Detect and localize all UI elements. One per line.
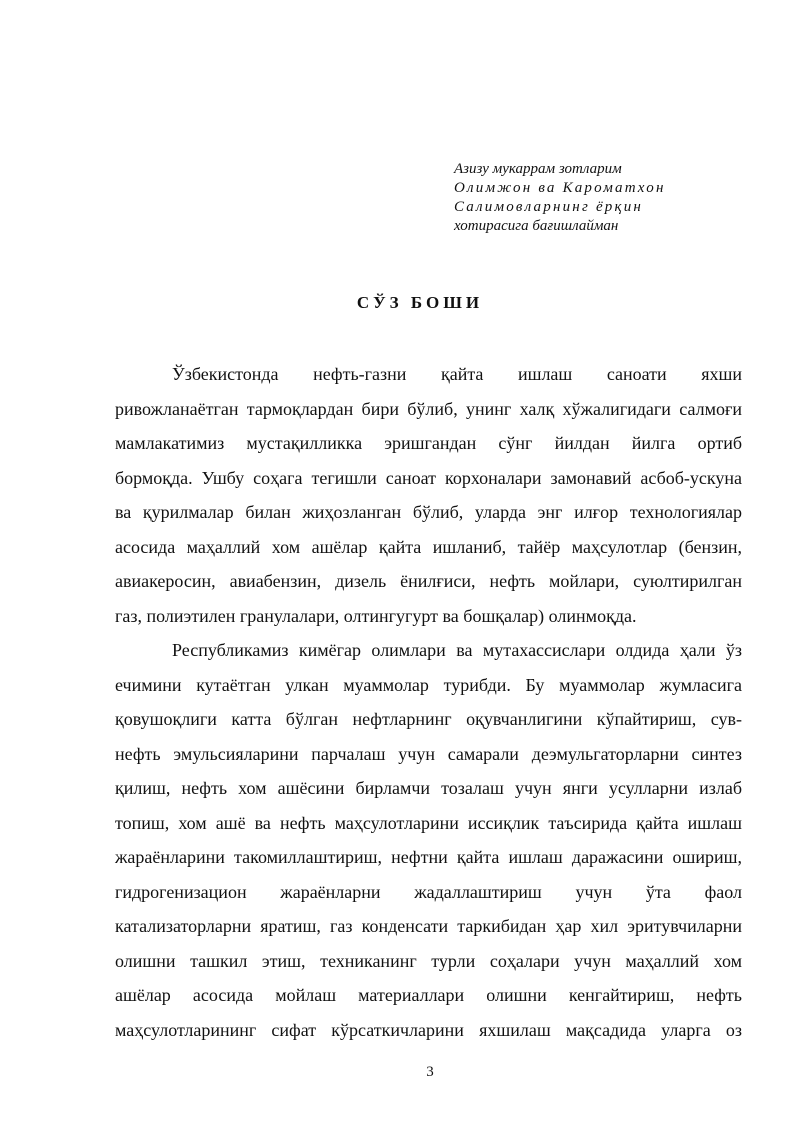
body-text [115,357,742,1047]
text-line: топиш, хом ашё ва нефть маҳсулотларини иссиқлик таъсирида қайта ишлаш [115,812,742,833]
paragraph-1 [115,357,742,633]
text-line: асосида маҳаллий хом ашёлар қайта ишланиб, тайёр маҳсулотлар (бензин, [115,536,742,557]
text-line: газ, полиэтилен гранулалари, олтингугурт ва бошқалар) олинмоқда. [115,605,637,626]
text-line: олишни ташкил этиш, техниканинг турли соҳалари учун маҳаллий хом [115,950,742,971]
text-line: ечимини кутаётган улкан муаммолар турибди. Бу муаммолар жумласига [115,674,742,695]
paragraph-2 [115,633,742,1047]
text-line: мамлакатимиз мустақилликка эришгандан сўнг йилдан йилга ортиб [115,433,742,453]
text-line: Ўзбекистонда нефть-газни қайта ишлаш саноати яхши [172,364,742,384]
text-line: ва қурилмалар билан жиҳозланган бўлиб, уларда энг илғор технологиялар [115,502,742,522]
text-line: маҳсулотларининг сифат кўрсаткичларини яхшилаш мақсадида уларга оз [115,1019,742,1040]
text-line: авиакеросин, авиабензин, дизель ёнилғиси, нефть мойлари, суюлтирилган [115,571,742,591]
text-line: гидрогенизацион жараёнларни жадаллаштириш учун ўта фаол [115,881,742,902]
text-line: нефть эмульсияларини парчалаш учун самарали деэмульгаторларни синтез [115,743,742,764]
text-line: ривожланаётган тармоқлардан бири бўлиб, унинг халқ хўжалигидаги салмоғи [115,398,742,419]
text-line: қовушоқлиги катта бўлган нефтларнинг оқувчанлигини кўпайтириш, сув- [115,709,742,729]
text-line: бормоқда. Ушбу соҳага тегишли саноат корхоналари замонавий асбоб-ускуна [115,467,742,488]
dedication-line: Азизу мукаррам зотларим [454,161,622,177]
text-line: жараёнларини такомиллаштириш, нефтни қайта ишлаш даражасини ошириш, [115,847,742,867]
text-line: катализаторларни яратиш, газ конденсати таркибидан ҳар хил эритувчиларни [115,916,742,936]
dedication [454,160,754,236]
page-number: 3 [426,1064,434,1080]
section-title: СЎЗ БОШИ [356,293,484,312]
text-line: ашёлар асосида мойлаш материаллари олишни кенгайтириш, нефть [115,985,742,1005]
dedication-line: Олимжон ва Кароматхон [454,180,666,196]
dedication-line: хотирасига бағишлайман [454,218,619,234]
text-line: Республикамиз кимёгар олимлари ва мутахассислари олдида ҳали ўз [172,640,742,660]
text-line: қилиш, нефть хом ашёсини бирламчи тозалаш учун янги усулларни излаб [115,778,742,798]
dedication-line: Салимовларнинг ёрқин [454,199,644,215]
